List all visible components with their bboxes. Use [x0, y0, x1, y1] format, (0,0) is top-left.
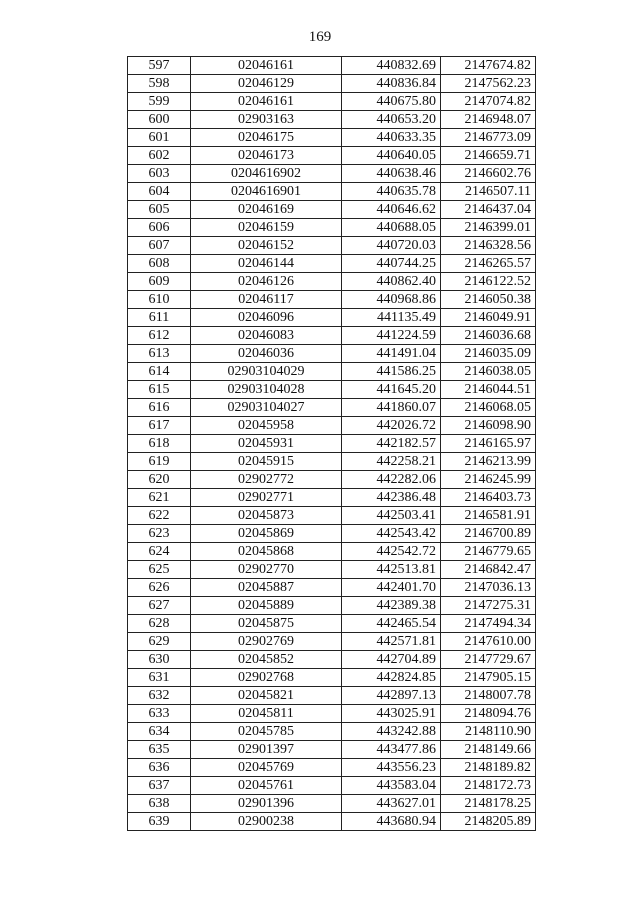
point-number-cell: 605 [128, 201, 191, 219]
y-coordinate-cell: 2146700.89 [441, 525, 536, 543]
table-row [128, 57, 536, 75]
y-coordinate-cell: 2147036.13 [441, 579, 536, 597]
point-id-cell: 02902769 [191, 633, 342, 651]
x-coordinate-cell: 442026.72 [342, 417, 441, 435]
point-id-cell: 02903104029 [191, 363, 342, 381]
y-coordinate-cell: 2147494.34 [441, 615, 536, 633]
x-coordinate-cell: 442571.81 [342, 633, 441, 651]
x-coordinate-cell: 442182.57 [342, 435, 441, 453]
y-coordinate-cell: 2147074.82 [441, 93, 536, 111]
y-coordinate-cell: 2146581.91 [441, 507, 536, 525]
point-id-cell: 02046083 [191, 327, 342, 345]
point-number-cell: 623 [128, 525, 191, 543]
point-number-cell: 616 [128, 399, 191, 417]
y-coordinate-cell: 2148149.66 [441, 741, 536, 759]
x-coordinate-cell: 440646.62 [342, 201, 441, 219]
point-number-cell: 608 [128, 255, 191, 273]
point-id-cell: 02045811 [191, 705, 342, 723]
point-number-cell: 634 [128, 723, 191, 741]
point-number-cell: 604 [128, 183, 191, 201]
table-row [128, 507, 536, 525]
y-coordinate-cell: 2146948.07 [441, 111, 536, 129]
point-number-cell: 611 [128, 309, 191, 327]
y-coordinate-cell: 2146036.68 [441, 327, 536, 345]
x-coordinate-cell: 442258.21 [342, 453, 441, 471]
y-coordinate-cell: 2147562.23 [441, 75, 536, 93]
point-number-cell: 635 [128, 741, 191, 759]
y-coordinate-cell: 2146098.90 [441, 417, 536, 435]
x-coordinate-cell: 442542.72 [342, 543, 441, 561]
point-number-cell: 614 [128, 363, 191, 381]
x-coordinate-cell: 443680.94 [342, 813, 441, 831]
point-id-cell: 02045875 [191, 615, 342, 633]
point-number-cell: 619 [128, 453, 191, 471]
point-id-cell: 02045769 [191, 759, 342, 777]
point-number-cell: 629 [128, 633, 191, 651]
coordinates-table [127, 56, 536, 831]
y-coordinate-cell: 2148178.25 [441, 795, 536, 813]
point-id-cell: 02045821 [191, 687, 342, 705]
y-coordinate-cell: 2146773.09 [441, 129, 536, 147]
x-coordinate-cell: 441860.07 [342, 399, 441, 417]
y-coordinate-cell: 2146165.97 [441, 435, 536, 453]
x-coordinate-cell: 441645.20 [342, 381, 441, 399]
x-coordinate-cell: 441224.59 [342, 327, 441, 345]
point-number-cell: 607 [128, 237, 191, 255]
point-id-cell: 02900238 [191, 813, 342, 831]
point-id-cell: 02046161 [191, 93, 342, 111]
point-number-cell: 624 [128, 543, 191, 561]
table-row [128, 363, 536, 381]
x-coordinate-cell: 441135.49 [342, 309, 441, 327]
table-row [128, 291, 536, 309]
y-coordinate-cell: 2148094.76 [441, 705, 536, 723]
y-coordinate-cell: 2147729.67 [441, 651, 536, 669]
point-number-cell: 599 [128, 93, 191, 111]
y-coordinate-cell: 2148189.82 [441, 759, 536, 777]
y-coordinate-cell: 2146602.76 [441, 165, 536, 183]
table-row [128, 777, 536, 795]
point-number-cell: 622 [128, 507, 191, 525]
x-coordinate-cell: 442704.89 [342, 651, 441, 669]
y-coordinate-cell: 2146265.57 [441, 255, 536, 273]
point-id-cell: 02046036 [191, 345, 342, 363]
x-coordinate-cell: 442503.41 [342, 507, 441, 525]
point-id-cell: 02045958 [191, 417, 342, 435]
x-coordinate-cell: 442389.38 [342, 597, 441, 615]
point-number-cell: 631 [128, 669, 191, 687]
point-id-cell: 02045915 [191, 453, 342, 471]
table-row [128, 183, 536, 201]
table-row [128, 633, 536, 651]
x-coordinate-cell: 442401.70 [342, 579, 441, 597]
x-coordinate-cell: 440862.40 [342, 273, 441, 291]
table-row [128, 453, 536, 471]
x-coordinate-cell: 440744.25 [342, 255, 441, 273]
point-id-cell: 02046152 [191, 237, 342, 255]
table-row [128, 723, 536, 741]
y-coordinate-cell: 2146068.05 [441, 399, 536, 417]
point-id-cell: 02045869 [191, 525, 342, 543]
point-id-cell: 02045868 [191, 543, 342, 561]
x-coordinate-cell: 440638.46 [342, 165, 441, 183]
table-row [128, 669, 536, 687]
table-row [128, 759, 536, 777]
table-row [128, 615, 536, 633]
y-coordinate-cell: 2148007.78 [441, 687, 536, 705]
point-id-cell: 02046144 [191, 255, 342, 273]
table-row [128, 597, 536, 615]
x-coordinate-cell: 443477.86 [342, 741, 441, 759]
point-number-cell: 632 [128, 687, 191, 705]
table-row [128, 579, 536, 597]
y-coordinate-cell: 2147275.31 [441, 597, 536, 615]
point-id-cell: 02903163 [191, 111, 342, 129]
y-coordinate-cell: 2146842.47 [441, 561, 536, 579]
table-row [128, 741, 536, 759]
x-coordinate-cell: 440836.84 [342, 75, 441, 93]
table-row [128, 309, 536, 327]
point-id-cell: 02046129 [191, 75, 342, 93]
y-coordinate-cell: 2146044.51 [441, 381, 536, 399]
point-id-cell: 02045852 [191, 651, 342, 669]
point-id-cell: 02901396 [191, 795, 342, 813]
y-coordinate-cell: 2147610.00 [441, 633, 536, 651]
coordinates-table-body [128, 57, 536, 831]
table-row [128, 399, 536, 417]
point-id-cell: 0204616901 [191, 183, 342, 201]
table-row [128, 561, 536, 579]
y-coordinate-cell: 2148110.90 [441, 723, 536, 741]
point-id-cell: 02045887 [191, 579, 342, 597]
y-coordinate-cell: 2146049.91 [441, 309, 536, 327]
y-coordinate-cell: 2146245.99 [441, 471, 536, 489]
table-row [128, 273, 536, 291]
y-coordinate-cell: 2146038.05 [441, 363, 536, 381]
table-row [128, 201, 536, 219]
point-number-cell: 636 [128, 759, 191, 777]
y-coordinate-cell: 2148205.89 [441, 813, 536, 831]
table-row [128, 255, 536, 273]
point-number-cell: 602 [128, 147, 191, 165]
point-number-cell: 637 [128, 777, 191, 795]
point-id-cell: 02902772 [191, 471, 342, 489]
x-coordinate-cell: 443242.88 [342, 723, 441, 741]
point-id-cell: 02903104028 [191, 381, 342, 399]
point-number-cell: 639 [128, 813, 191, 831]
table-row [128, 219, 536, 237]
point-id-cell: 02903104027 [191, 399, 342, 417]
point-id-cell: 02046117 [191, 291, 342, 309]
point-id-cell: 02045931 [191, 435, 342, 453]
table-row [128, 525, 536, 543]
x-coordinate-cell: 442465.54 [342, 615, 441, 633]
point-id-cell: 02902768 [191, 669, 342, 687]
x-coordinate-cell: 442513.81 [342, 561, 441, 579]
point-id-cell: 02045761 [191, 777, 342, 795]
table-row [128, 417, 536, 435]
x-coordinate-cell: 442543.42 [342, 525, 441, 543]
x-coordinate-cell: 440653.20 [342, 111, 441, 129]
table-row [128, 381, 536, 399]
point-number-cell: 609 [128, 273, 191, 291]
point-number-cell: 606 [128, 219, 191, 237]
point-id-cell: 02046159 [191, 219, 342, 237]
point-number-cell: 603 [128, 165, 191, 183]
y-coordinate-cell: 2148172.73 [441, 777, 536, 795]
y-coordinate-cell: 2146437.04 [441, 201, 536, 219]
point-number-cell: 612 [128, 327, 191, 345]
point-number-cell: 620 [128, 471, 191, 489]
table-row [128, 165, 536, 183]
x-coordinate-cell: 440720.03 [342, 237, 441, 255]
table-row [128, 651, 536, 669]
point-id-cell: 02045785 [191, 723, 342, 741]
y-coordinate-cell: 2147905.15 [441, 669, 536, 687]
x-coordinate-cell: 442897.13 [342, 687, 441, 705]
point-number-cell: 615 [128, 381, 191, 399]
x-coordinate-cell: 440633.35 [342, 129, 441, 147]
table-row [128, 147, 536, 165]
y-coordinate-cell: 2146328.56 [441, 237, 536, 255]
point-id-cell: 02902770 [191, 561, 342, 579]
y-coordinate-cell: 2146035.09 [441, 345, 536, 363]
table-row [128, 795, 536, 813]
point-number-cell: 597 [128, 57, 191, 75]
point-id-cell: 0204616902 [191, 165, 342, 183]
point-number-cell: 600 [128, 111, 191, 129]
x-coordinate-cell: 443627.01 [342, 795, 441, 813]
table-row [128, 489, 536, 507]
x-coordinate-cell: 440832.69 [342, 57, 441, 75]
point-id-cell: 02046126 [191, 273, 342, 291]
point-number-cell: 626 [128, 579, 191, 597]
y-coordinate-cell: 2146779.65 [441, 543, 536, 561]
table-row [128, 813, 536, 831]
table-row [128, 687, 536, 705]
x-coordinate-cell: 440968.86 [342, 291, 441, 309]
point-id-cell: 02045889 [191, 597, 342, 615]
y-coordinate-cell: 2146507.11 [441, 183, 536, 201]
x-coordinate-cell: 440640.05 [342, 147, 441, 165]
point-id-cell: 02046175 [191, 129, 342, 147]
point-number-cell: 621 [128, 489, 191, 507]
point-number-cell: 638 [128, 795, 191, 813]
x-coordinate-cell: 443025.91 [342, 705, 441, 723]
point-number-cell: 630 [128, 651, 191, 669]
point-id-cell: 02046161 [191, 57, 342, 75]
point-number-cell: 633 [128, 705, 191, 723]
y-coordinate-cell: 2146403.73 [441, 489, 536, 507]
x-coordinate-cell: 443556.23 [342, 759, 441, 777]
table-row [128, 111, 536, 129]
y-coordinate-cell: 2146399.01 [441, 219, 536, 237]
table-row [128, 705, 536, 723]
y-coordinate-cell: 2146050.38 [441, 291, 536, 309]
point-number-cell: 598 [128, 75, 191, 93]
point-number-cell: 625 [128, 561, 191, 579]
x-coordinate-cell: 440688.05 [342, 219, 441, 237]
x-coordinate-cell: 441491.04 [342, 345, 441, 363]
point-id-cell: 02901397 [191, 741, 342, 759]
point-number-cell: 610 [128, 291, 191, 309]
point-id-cell: 02045873 [191, 507, 342, 525]
table-row [128, 435, 536, 453]
x-coordinate-cell: 443583.04 [342, 777, 441, 795]
x-coordinate-cell: 442386.48 [342, 489, 441, 507]
point-id-cell: 02046096 [191, 309, 342, 327]
y-coordinate-cell: 2146213.99 [441, 453, 536, 471]
table-row [128, 237, 536, 255]
point-number-cell: 627 [128, 597, 191, 615]
y-coordinate-cell: 2147674.82 [441, 57, 536, 75]
table-row [128, 129, 536, 147]
table-row [128, 471, 536, 489]
point-number-cell: 613 [128, 345, 191, 363]
x-coordinate-cell: 442282.06 [342, 471, 441, 489]
table-row [128, 75, 536, 93]
point-id-cell: 02046169 [191, 201, 342, 219]
point-number-cell: 601 [128, 129, 191, 147]
table-row [128, 543, 536, 561]
point-number-cell: 628 [128, 615, 191, 633]
page-number: 169 [308, 29, 332, 45]
point-number-cell: 617 [128, 417, 191, 435]
point-number-cell: 618 [128, 435, 191, 453]
table-row [128, 345, 536, 363]
y-coordinate-cell: 2146122.52 [441, 273, 536, 291]
point-id-cell: 02902771 [191, 489, 342, 507]
table-row [128, 327, 536, 345]
x-coordinate-cell: 441586.25 [342, 363, 441, 381]
x-coordinate-cell: 442824.85 [342, 669, 441, 687]
point-id-cell: 02046173 [191, 147, 342, 165]
table-row [128, 93, 536, 111]
x-coordinate-cell: 440675.80 [342, 93, 441, 111]
x-coordinate-cell: 440635.78 [342, 183, 441, 201]
y-coordinate-cell: 2146659.71 [441, 147, 536, 165]
